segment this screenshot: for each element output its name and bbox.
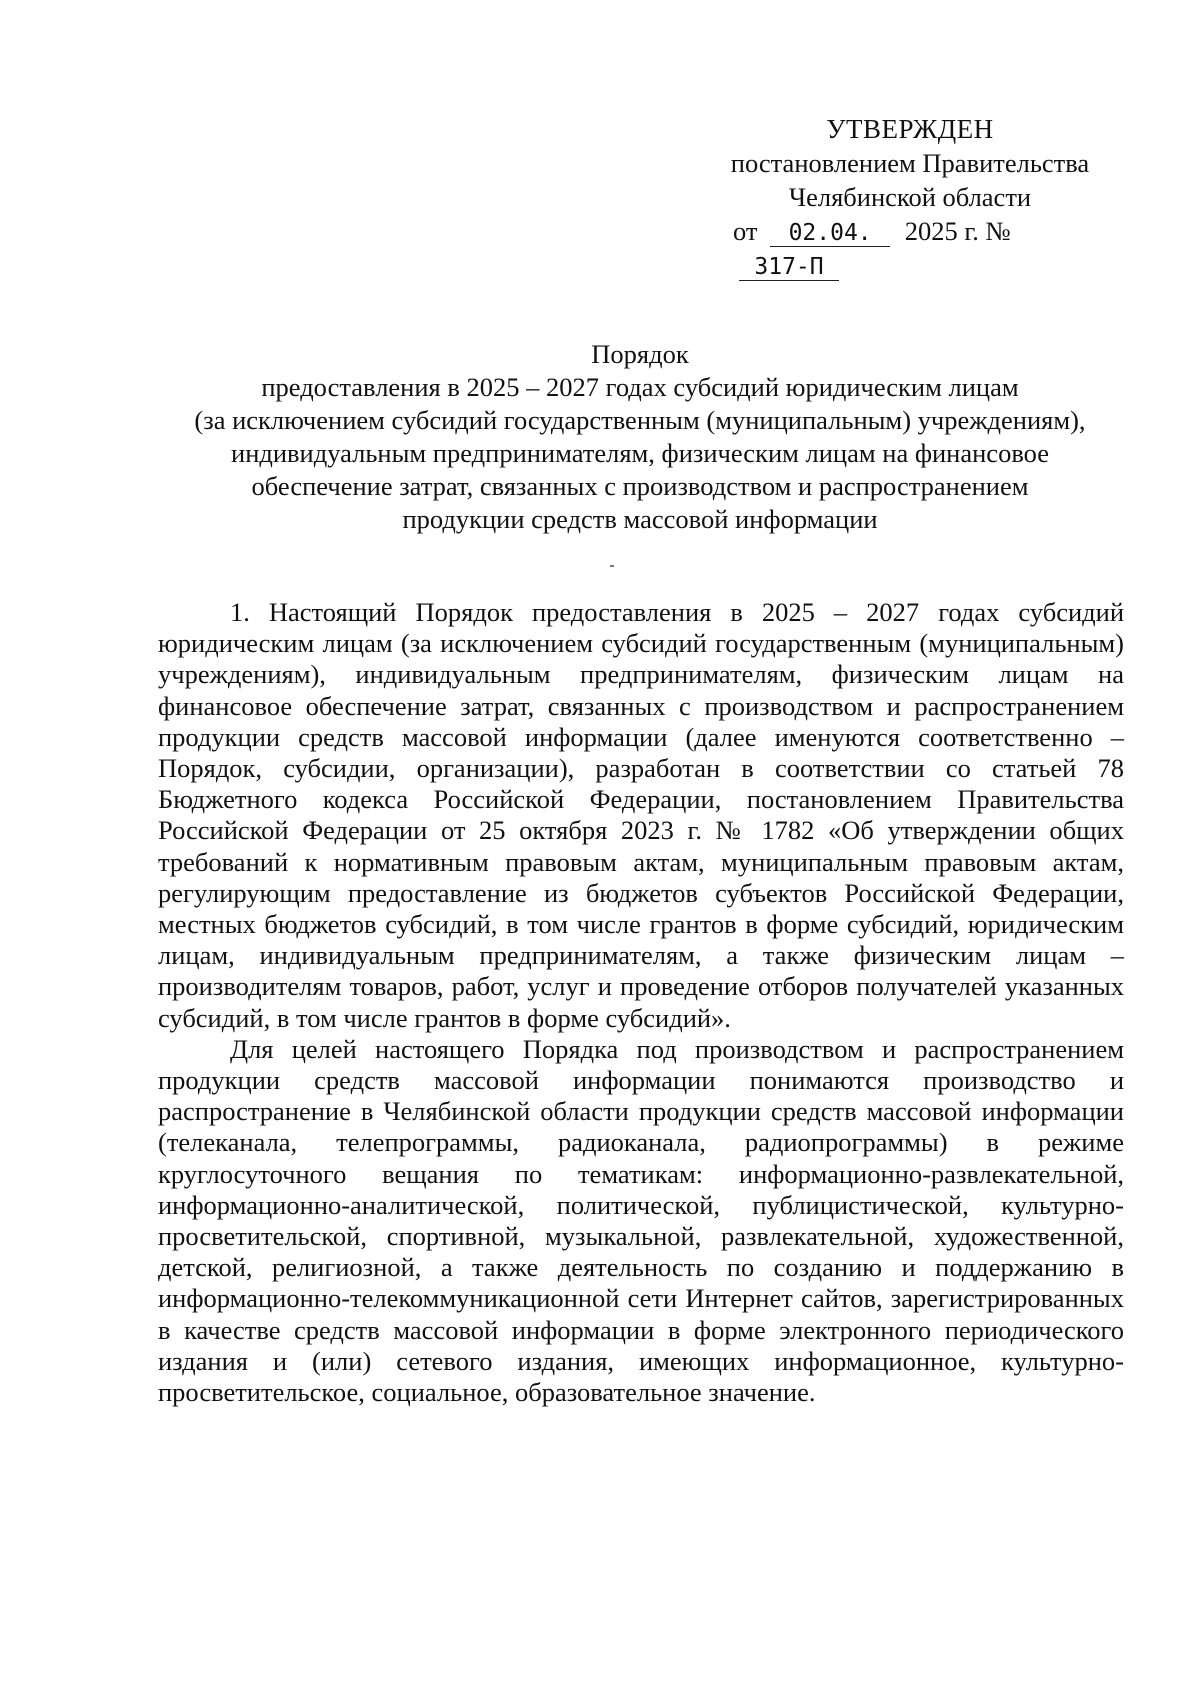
- approved-title: УТВЕРЖДЕН: [826, 114, 994, 144]
- approval-date-value: 02.04.: [770, 220, 890, 247]
- heading-line: индивидуальным предпринимателям, физическим лицам на финансовое: [231, 438, 1049, 468]
- approval-stamp-block: [700, 112, 1120, 282]
- heading-line: продукции средств массовой информации: [402, 504, 878, 534]
- body-paragraph-1: 1. Настоящий Порядок предоставления в 2025 – 2027 годах субсидий юридическим лицам (за исключением субсидий государственным (муниципальным) учреждениям), индивидуальным предпринимателям, физическим лицам на финансовое обеспечение затрат, связанных с производством и распространением продукции средств массовой информации (далее именуются соответственно – Порядок, субсидии, организации), разработан в соответствии со статьей 78 Бюджетного кодекса Российской Федерации, постановлением Правительства Российской Федерации от 25 октября 2023 г. № 1782 «Об утверждении общих требований к нормативным правовым актам, муниципальным правовым актам, регулирующим предоставление из бюджетов субъектов Российской Федерации, местных бюджетов субсидий, в том числе грантов в форме субсидий, юридическим лицам, индивидуальным предпринимателям, а также физическим лицам – производителям товаров, работ, услуг и проведение отборов получателей указанных субсидий, в том числе грантов в форме субсидий».: [158, 597, 1124, 1033]
- document-body: [158, 597, 1124, 1408]
- heading-title: Порядок: [591, 339, 689, 369]
- approval-line-resolution: постановлением Правительства: [730, 148, 1090, 178]
- heading-line: (за исключением субсидий государственным (муниципальным) учреждениям),: [194, 405, 1086, 435]
- body-paragraph-2: Для целей настоящего Порядка под производством и распространением продукции средств массовой информации понимаются производство и распространение в Челябинской области продукции средств массовой информации (телеканала, телепрограммы, радиоканала, радиопрограммы) в режиме круглосуточного вещания по тематикам: информационно-развлекательной, информационно-аналитической, политической, публицистической, культурно-просветительской, спортивной, музыкальной, развлекательной, художественной, детской, религиозной, а также деятельность по созданию и поддержанию в информационно-телекоммуникационной сети Интернет сайтов, зарегистрированных в качестве средств массовой информации в форме электронного периодического издания и (или) сетевого издания, имеющих информационное, культурно-просветительское, социальное, образовательное значение.: [158, 1033, 1124, 1408]
- document-heading: [150, 338, 1130, 536]
- approval-year-label: 2025 г. №: [904, 216, 1011, 246]
- approval-number-value: 317-П: [739, 254, 839, 281]
- approval-from-label: от: [733, 216, 758, 246]
- heading-line: предоставления в 2025 – 2027 годах субсидий юридическим лицам: [261, 372, 1019, 402]
- approval-line-region: Челябинской области: [788, 182, 1032, 212]
- heading-line: обеспечение затрат, связанных с производством и распространением: [251, 471, 1029, 501]
- scan-speck: [610, 565, 614, 567]
- approval-date-line: [700, 214, 1120, 282]
